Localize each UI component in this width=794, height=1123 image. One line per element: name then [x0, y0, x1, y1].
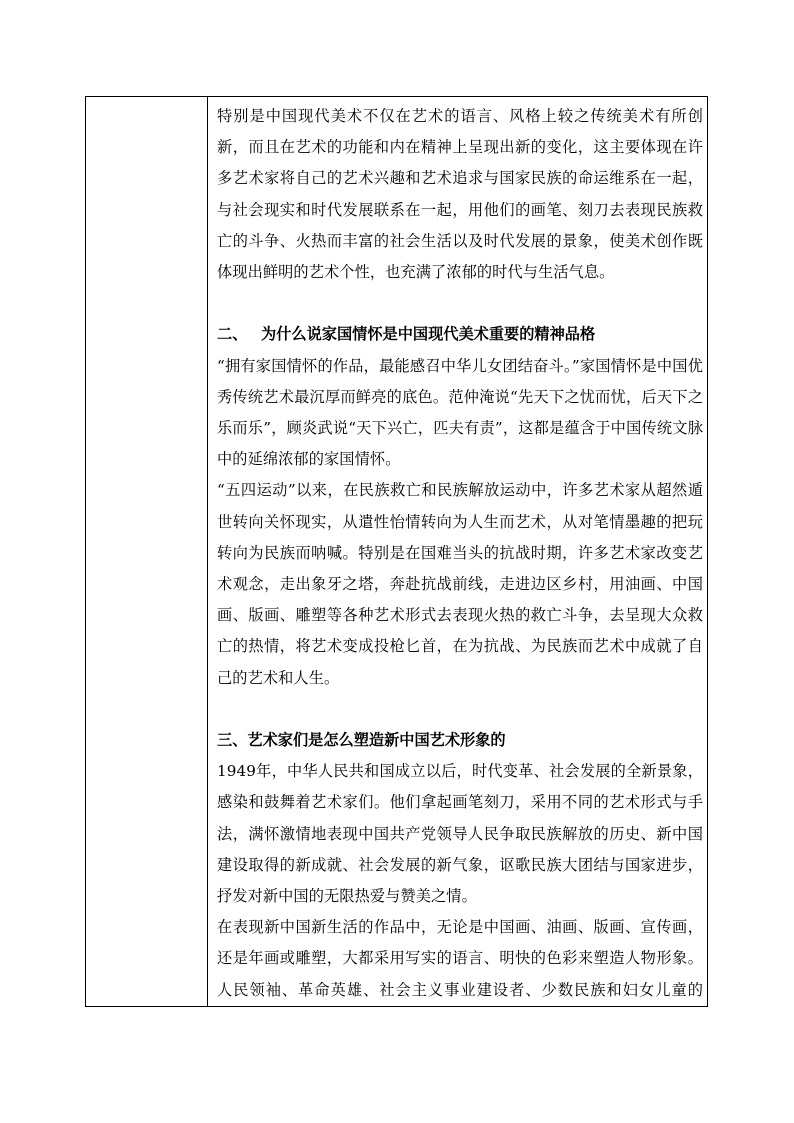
blank-line	[217, 694, 703, 725]
section-heading-3: 三、艺术家们是怎么塑造新中国艺术形象的	[217, 731, 506, 750]
paragraph-may-fourth: “五四运动”以来，在民族救亡和民族解放运动中，许多艺术家从超然遁世转向关怀现实，从遣性怡情转向为人生而艺术，从对笔情墨趣的把玩转向为民族而呐喊。特别是在国难当头的抗战时期，许多艺术家改变艺术观念，走出象牙之塔，奔赴抗战前线，走进边区乡村，用油画、中国画、版画、雕塑等各种艺术形式去表现火热的救亡斗争，去呈现大众救亡的热情，将艺术变成投枪匕首，在为抗战、为民族而艺术中成就了自己的艺术和人生。	[217, 481, 703, 687]
section-title-2: 为什么说家国情怀是中国现代美术重要的精神品格	[261, 325, 596, 344]
paragraph-family-country-feelings: “拥有家国情怀的作品，最能感召中华儿女团结奋斗。”家国情怀是中国优秀传统艺术最沉厚而鲜亮的底色。范仲淹说“先天下之忧而忧，后天下之乐而乐”，顾炎武说“天下兴亡，匹夫有责”，这都是蕴含于中国传统文脉中的延绵浓郁的家国情怀。	[217, 356, 703, 469]
paragraph-new-china-1949: 1949年，中华人民共和国成立以后，时代变革、社会发展的全新景象，感染和鼓舞着艺术家们。他们拿起画笔刻刀，采用不同的艺术形式与手法，满怀激情地表现中国共产党领导人民争取民族解放的历史、新中国建设取得的新成就、社会发展的新气象，讴歌民族大团结与国家进步，抒发对新中国的无限热爱与赞美之情。	[217, 762, 703, 906]
document-table	[85, 96, 708, 1007]
section-number-2: 二、	[217, 325, 248, 344]
paragraph-new-life-works: 在表现新中国新生活的作品中，无论是中国画、油画、版画、宣传画，还是年画或雕塑，大都采用写实的语言、明快的色彩来塑造人物形象。人民领袖、革命英雄、社会主义事业建设者、少数民族和妇女儿童的	[217, 918, 703, 999]
table-content-cell	[208, 97, 707, 1006]
blank-line	[217, 288, 703, 319]
section-heading-2	[217, 319, 703, 350]
paragraph-modern-art-innovation: 特别是中国现代美术不仅在艺术的语言、风格上较之传统美术有所创新，而且在艺术的功能和内在精神上呈现出新的变化，这主要体现在许多艺术家将自己的艺术兴趣和艺术追求与国家民族的命运维系在一起，与社会现实和时代发展联系在一起，用他们的画笔、刻刀去表现民族救亡的斗争、火热而丰富的社会生活以及时代发展的景象，使美术创作既体现出鲜明的艺术个性，也充满了浓郁的时代与生活气息。	[217, 107, 703, 282]
table-left-cell	[86, 97, 208, 1006]
